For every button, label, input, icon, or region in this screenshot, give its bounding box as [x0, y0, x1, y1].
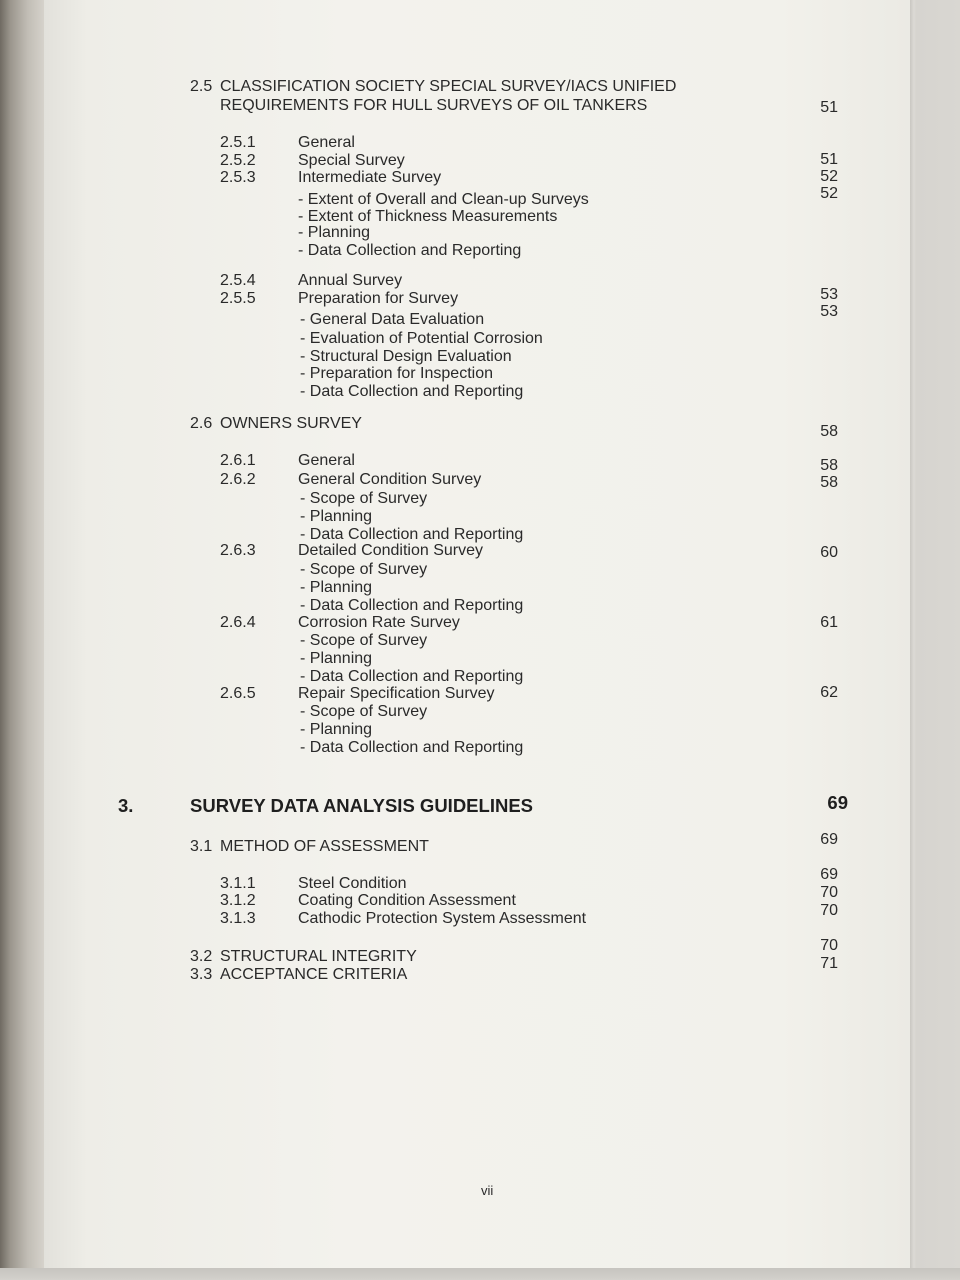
page-number: 69 [827, 792, 848, 813]
toc-subitem [0, 597, 960, 615]
subitem-text: - Data Collection and Reporting [300, 597, 524, 614]
toc-entry [0, 902, 960, 928]
subitem-text: - Data Collection and Reporting [300, 739, 524, 756]
toc-subitem [0, 311, 960, 329]
entry-number: 2.6.1 [220, 452, 256, 469]
toc-subitem [0, 508, 960, 526]
page-number: 62 [820, 684, 838, 701]
entry-title: Intermediate Survey [298, 169, 442, 186]
toc-subitem [0, 650, 960, 668]
entry-number: 2.6.2 [220, 471, 256, 488]
entry-title: Detailed Condition Survey [298, 542, 483, 559]
footer-page-number: vii [481, 1183, 494, 1198]
page-number: 69 [820, 866, 838, 883]
page-edge-bottom [0, 1268, 960, 1280]
toc-subitem [0, 383, 960, 401]
toc-subitem [0, 579, 960, 597]
subitem-text: - Scope of Survey [300, 561, 428, 578]
toc-subitem [0, 561, 960, 579]
entry-title: General Condition Survey [298, 471, 482, 488]
subitem-text: - Data Collection and Reporting [300, 668, 524, 685]
subitem-text: - Scope of Survey [300, 490, 428, 507]
page-number: 71 [820, 955, 838, 972]
toc-subitem [0, 632, 960, 650]
page-number: 58 [820, 474, 838, 491]
page-number: 51 [820, 99, 838, 116]
section-title: OWNERS SURVEY [220, 415, 362, 432]
toc-subitem [0, 191, 960, 209]
toc-chapter-heading-3 [0, 792, 960, 817]
page-number: 58 [820, 457, 838, 474]
subitem-text: - Data Collection and Reporting [300, 383, 524, 400]
section-title: METHOD OF ASSESSMENT [220, 838, 429, 855]
subitem-text: - Planning [300, 650, 373, 667]
toc-entry [0, 471, 960, 489]
page-number: 53 [820, 303, 838, 320]
page-footer [0, 1182, 960, 1200]
subitem-text: - Structural Design Evaluation [300, 348, 512, 365]
entry-title: Steel Condition [298, 875, 407, 892]
toc-entry [0, 884, 960, 910]
toc-section-heading-3-1 [0, 831, 960, 856]
section-number: 3.2 [190, 948, 213, 965]
subitem-text: - Planning [300, 508, 373, 525]
page-number: 61 [820, 614, 838, 631]
subitem-text: - Planning [298, 224, 371, 241]
subitem-text: - Planning [300, 579, 373, 596]
chapter-number: 3. [118, 795, 134, 816]
subitem-text: - General Data Evaluation [300, 311, 485, 328]
entry-number: 2.5.5 [220, 290, 256, 307]
page-number: 69 [820, 831, 838, 848]
entry-number: 2.5.3 [220, 169, 256, 186]
page-number: 51 [820, 151, 838, 168]
subitem-text: - Data Collection and Reporting [298, 242, 522, 259]
toc-subitem [0, 739, 960, 757]
entry-number: 3.1.1 [220, 875, 256, 892]
entry-title: Special Survey [298, 152, 405, 169]
toc-subitem [0, 365, 960, 383]
page-number: 70 [820, 884, 838, 901]
section-title-line-1: CLASSIFICATION SOCIETY SPECIAL SURVEY/IACS UNIFIED [220, 78, 677, 95]
entry-number: 3.1.2 [220, 892, 256, 909]
toc-entry [0, 866, 960, 893]
entry-number: 2.5.2 [220, 152, 256, 169]
toc-entry [0, 685, 960, 703]
entry-title: Coating Condition Assessment [298, 892, 516, 909]
section-number: 3.1 [190, 838, 213, 855]
subitem-text: - Scope of Survey [300, 632, 428, 649]
toc-entry [0, 614, 960, 632]
section-number: 3.3 [190, 966, 213, 983]
entry-title: Corrosion Rate Survey [298, 614, 460, 631]
section-number: 2.5 [190, 78, 213, 95]
page-number: 52 [820, 185, 838, 202]
page-number: 53 [820, 286, 838, 303]
entry-title: Cathodic Protection System Assessment [298, 910, 587, 927]
toc-subitem [0, 490, 960, 508]
section-title-line-2: REQUIREMENTS FOR HULL SURVEYS OF OIL TANKERS [220, 97, 648, 114]
page-number: 70 [820, 937, 838, 954]
section-title: STRUCTURAL INTEGRITY [220, 948, 417, 965]
toc-section-heading-3-2 [0, 937, 960, 966]
entry-number: 2.5.1 [220, 134, 256, 151]
toc-section-heading-2-6 [0, 415, 960, 440]
subitem-text: - Data Collection and Reporting [300, 526, 524, 543]
toc-subitem [0, 703, 960, 721]
chapter-title: SURVEY DATA ANALYSIS GUIDELINES [190, 795, 533, 816]
entry-number: 2.6.3 [220, 542, 256, 559]
subitem-text: - Preparation for Inspection [300, 365, 493, 382]
entry-title: Annual Survey [298, 272, 403, 289]
toc-entry [0, 452, 960, 474]
page-number: 52 [820, 168, 838, 185]
subitem-text: - Extent of Thickness Measurements [298, 208, 558, 225]
toc-entry [0, 542, 960, 560]
page-number: 60 [820, 544, 838, 561]
toc-subitem [0, 242, 960, 260]
subitem-text: - Planning [300, 721, 373, 738]
page-number: 58 [820, 423, 838, 440]
entry-title: General [298, 134, 355, 151]
toc-section-heading-2-5-cont [0, 97, 960, 115]
section-number: 2.6 [190, 415, 213, 432]
subitem-text: - Evaluation of Potential Corrosion [300, 330, 543, 347]
section-title: ACCEPTANCE CRITERIA [220, 966, 408, 983]
entry-number: 2.6.5 [220, 685, 256, 702]
subitem-text: - Scope of Survey [300, 703, 428, 720]
entry-number: 2.5.4 [220, 272, 256, 289]
toc-subitem [0, 224, 960, 242]
entry-title: Preparation for Survey [298, 290, 459, 307]
toc-subitem [0, 668, 960, 686]
toc-subitem [0, 330, 960, 348]
toc-subitem [0, 348, 960, 366]
entry-title: Repair Specification Survey [298, 685, 495, 702]
entry-number: 3.1.3 [220, 910, 256, 927]
entry-number: 2.6.4 [220, 614, 256, 631]
toc-subitem [0, 721, 960, 739]
entry-title: General [298, 452, 355, 469]
page-number: 70 [820, 902, 838, 919]
subitem-text: - Extent of Overall and Clean-up Surveys [298, 191, 589, 208]
